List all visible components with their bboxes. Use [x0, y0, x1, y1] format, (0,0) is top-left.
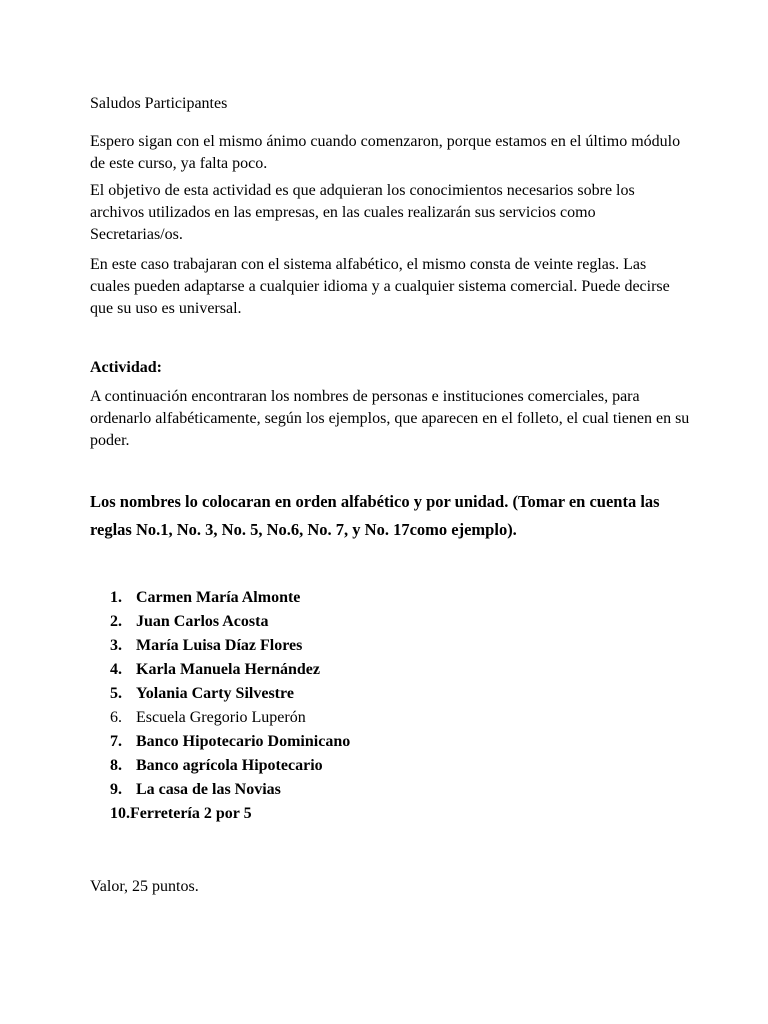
list-item-text: Ferretería 2 por 5	[130, 805, 252, 822]
list-item	[110, 730, 350, 754]
list-item-number: 8.	[110, 757, 122, 774]
list-item-number: 4.	[110, 661, 122, 678]
list-item-text: Banco Hipotecario Dominicano	[136, 733, 351, 750]
list-item	[110, 754, 350, 778]
instruction: Los nombres lo colocaran en orden alfabético y por unidad. (Tomar en cuenta las reglas No.1, No. 3, No. 5, No.6, No. 7, y No. 17como ejemplo).	[90, 492, 660, 539]
paragraph-intro: Espero sigan con el mismo ánimo cuando comenzaron, porque estamos en el último módulo de este curso, ya falta poco.	[90, 133, 681, 172]
list-item-text: Carmen María Almonte	[136, 589, 301, 606]
list-item-text: Karla Manuela Hernández	[136, 661, 320, 678]
paragraph-objective: El objetivo de esta actividad es que adquieran los conocimientos necesarios sobre los archivos utilizados en las empresas, en las cuales realizarán sus servicios como Secretarias/os.	[90, 182, 635, 243]
list-item	[110, 586, 350, 610]
list-item-text: Banco agrícola Hipotecario	[136, 757, 323, 774]
list-item-number: 9.	[110, 781, 122, 798]
list-item	[110, 658, 350, 682]
list-item	[110, 706, 350, 730]
list-item-text: Yolania Carty Silvestre	[136, 685, 294, 702]
list-item	[110, 610, 350, 634]
list-item-text: María Luisa Díaz Flores	[136, 637, 303, 654]
list-item	[110, 634, 350, 658]
list-item-text: Juan Carlos Acosta	[136, 613, 269, 630]
list-item-text: Escuela Gregorio Luperón	[136, 709, 306, 726]
paragraph-activity: A continuación encontraran los nombres de personas e instituciones comerciales, para ordenarlo alfabéticamente, según los ejemplos, que aparecen en el folleto, el cual tienen en su poder.	[90, 388, 690, 449]
list-item-number: 1.	[110, 589, 122, 606]
activity-title: Actividad:	[90, 359, 162, 376]
list-item-number: 7.	[110, 733, 122, 750]
valor-points: Valor, 25 puntos.	[90, 878, 199, 895]
list-item-number: 5.	[110, 685, 122, 702]
names-list	[110, 586, 350, 826]
list-item	[110, 682, 350, 706]
list-item-number: 2.	[110, 613, 122, 630]
greeting: Saludos Participantes	[90, 95, 228, 112]
list-item	[110, 778, 350, 802]
list-item-number: 10.	[110, 805, 130, 822]
paragraph-system: En este caso trabajaran con el sistema alfabético, el mismo consta de veinte reglas. Las cuales pueden adaptarse a cualquier idioma y a cualquier sistema comercial. Puede decirse que su uso es universal.	[90, 256, 670, 317]
list-item-number: 6.	[110, 709, 122, 726]
list-item-text: La casa de las Novias	[136, 781, 281, 798]
list-item	[110, 802, 350, 826]
list-item-number: 3.	[110, 637, 122, 654]
